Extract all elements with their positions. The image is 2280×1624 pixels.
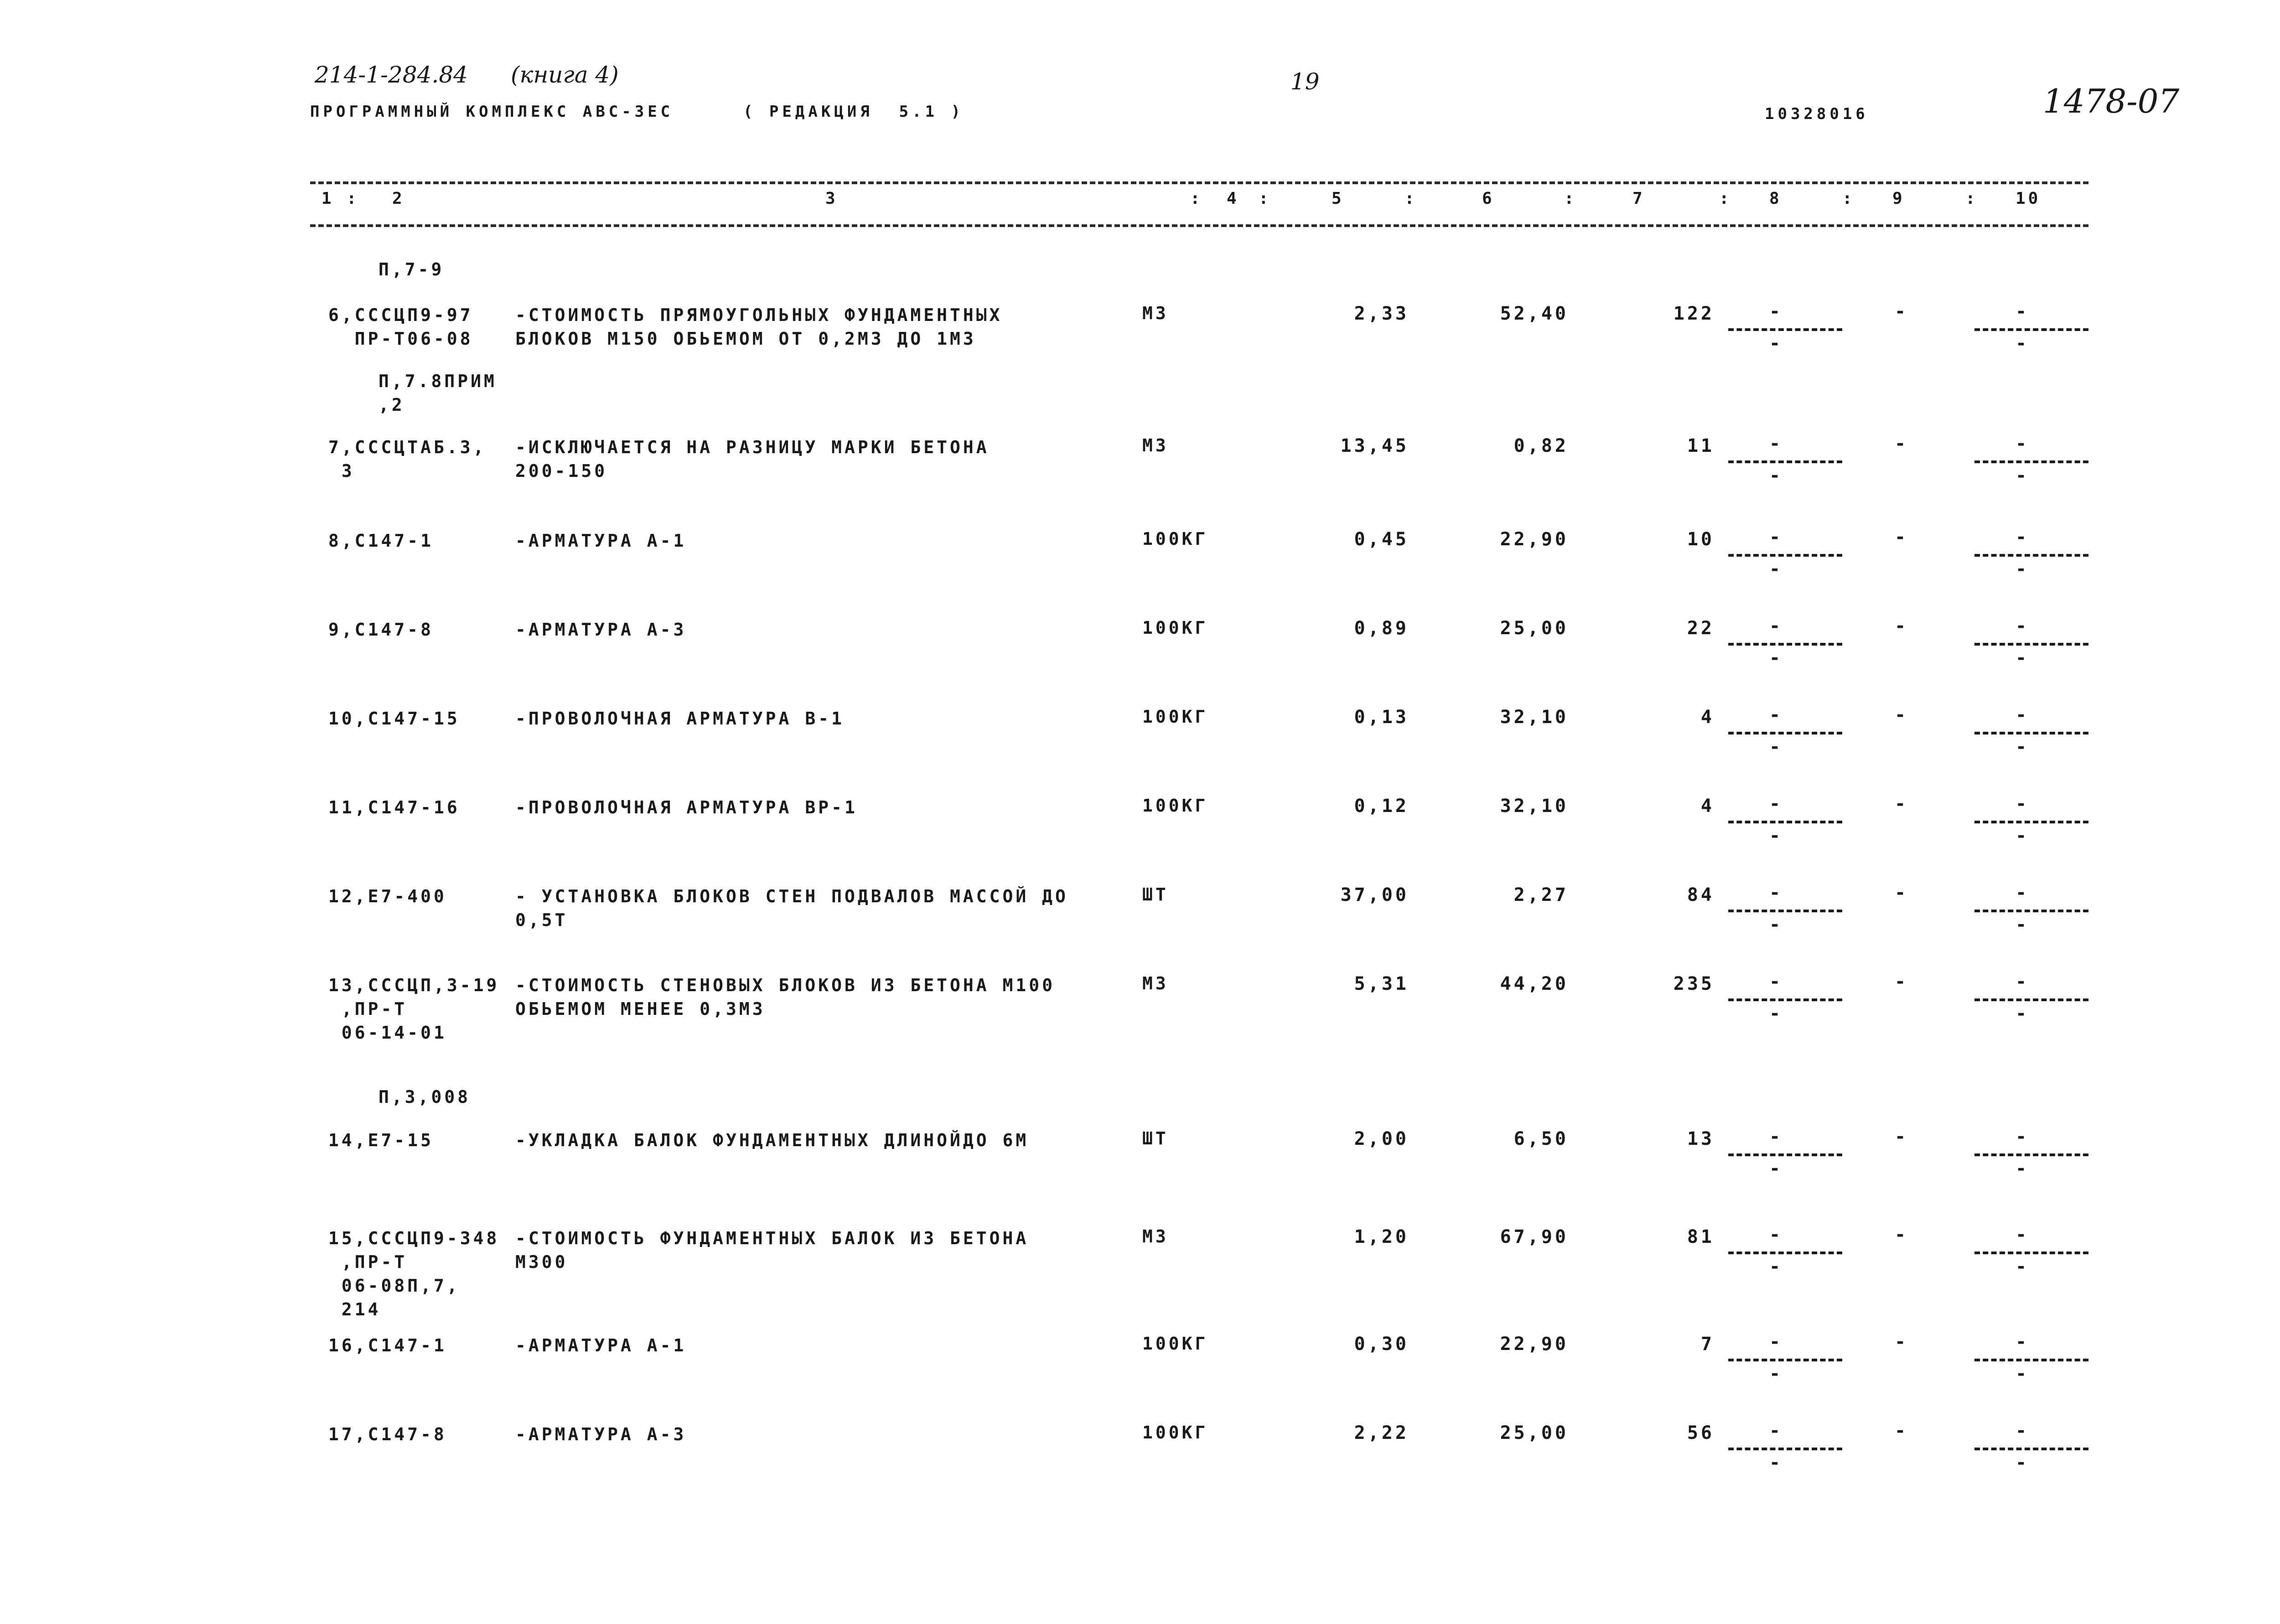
row-unit-price: 25,00 bbox=[1500, 618, 1569, 639]
col-10-separator bbox=[1974, 998, 2088, 1001]
row-unit-price: 22,90 bbox=[1500, 529, 1569, 550]
row-quantity: 0,30 bbox=[1354, 1334, 1409, 1355]
row-unit-price: 44,20 bbox=[1500, 973, 1569, 994]
row-description: -УКЛАДКА БАЛОК ФУНДАМЕНТНЫХ ДЛИНОЙДО 6М bbox=[515, 1130, 1029, 1150]
row-quantity: 0,12 bbox=[1354, 796, 1409, 817]
header-separators: : bbox=[347, 189, 357, 208]
col-9-header: 9 bbox=[1892, 189, 1905, 208]
row-total: 22 bbox=[1687, 618, 1715, 639]
row-unit: М3 bbox=[1142, 303, 1169, 323]
row-quantity: 2,22 bbox=[1354, 1422, 1409, 1443]
col-10-dash-lower: - bbox=[2016, 333, 2027, 354]
col-8-dash-lower: - bbox=[1769, 1363, 1781, 1384]
row-description: -СТОИМОСТЬ ПРЯМОУГОЛЬНЫХ ФУНДАМЕНТНЫХ БЛОКОВ М150 ОБЬЕМОМ ОТ 0,2М3 ДО 1М3 bbox=[515, 305, 1003, 349]
col-8-dash: - bbox=[1769, 882, 1781, 903]
col-10-dash: - bbox=[2016, 1420, 2027, 1441]
row-unit: 100КГ bbox=[1142, 529, 1208, 549]
row-code: 17,С147-8 bbox=[328, 1424, 447, 1444]
page-number: 19 bbox=[1290, 68, 1320, 95]
row-code: П,7-9 bbox=[378, 259, 445, 279]
col-10-separator bbox=[1974, 328, 2088, 331]
row-code: П,7.8ПРИМ ,2 bbox=[378, 371, 497, 415]
col-9-dash: - bbox=[1895, 704, 1906, 725]
col-8-separator bbox=[1728, 1153, 1842, 1156]
row-description: - УСТАНОВКА БЛОКОВ СТЕН ПОДВАЛОВ МАССОЙ ДО 0,5Т bbox=[515, 886, 1068, 930]
col-8-separator bbox=[1728, 821, 1842, 823]
col-8-dash: - bbox=[1769, 793, 1781, 814]
row-unit: М3 bbox=[1142, 973, 1169, 993]
col-10-dash-lower: - bbox=[2016, 1158, 2027, 1179]
header-separator: : bbox=[1259, 189, 1269, 208]
col-9-dash: - bbox=[1895, 971, 1906, 992]
row-code: 12,Е7-400 bbox=[328, 886, 447, 906]
header-separator: : bbox=[1842, 189, 1852, 208]
row-description: -ИСКЛЮЧАЕТСЯ НА РАЗНИЦУ МАРКИ БЕТОНА 200-150 bbox=[515, 437, 990, 481]
col-10-separator bbox=[1974, 910, 2088, 912]
col-10-dash: - bbox=[2016, 527, 2027, 548]
col-8-separator bbox=[1728, 998, 1842, 1001]
col-5-header: 5 bbox=[1332, 189, 1344, 208]
col-10-separator bbox=[1974, 732, 2088, 734]
col-10-separator bbox=[1974, 1448, 2088, 1450]
col-10-separator bbox=[1974, 1252, 2088, 1254]
col-3-header: 3 bbox=[825, 189, 838, 208]
row-total: 122 bbox=[1673, 303, 1715, 324]
row-quantity: 5,31 bbox=[1354, 973, 1409, 994]
program-title: ПРОГРАММНЫЙ КОМПЛЕКС АВС-3ЕС bbox=[310, 103, 674, 121]
row-quantity: 2,33 bbox=[1354, 303, 1409, 324]
row-unit-price: 2,27 bbox=[1513, 884, 1569, 905]
row-unit: М3 bbox=[1142, 1226, 1169, 1246]
col-8-dash: - bbox=[1769, 704, 1781, 725]
col-9-dash: - bbox=[1895, 301, 1906, 322]
col-10-header: 10 bbox=[2016, 189, 2041, 208]
row-code: 9,С147-8 bbox=[328, 620, 434, 640]
col-8-dash-lower: - bbox=[1769, 736, 1781, 757]
row-code: П,3,008 bbox=[378, 1087, 471, 1107]
col-9-dash: - bbox=[1895, 882, 1906, 903]
row-code: 15,СССЦП9-348 ,ПР-Т 06-08П,7, 214 bbox=[328, 1228, 500, 1319]
row-unit: 100КГ bbox=[1142, 796, 1208, 816]
col-10-dash: - bbox=[2016, 1331, 2027, 1352]
col-1-header: 1 bbox=[321, 189, 334, 208]
col-8-dash-lower: - bbox=[1769, 1003, 1781, 1024]
header-separator: : bbox=[1564, 189, 1574, 208]
row-total: 13 bbox=[1687, 1128, 1715, 1149]
row-code: 6,СССЦП9-97 ПР-Т06-08 bbox=[328, 305, 473, 349]
row-total: 81 bbox=[1687, 1226, 1715, 1247]
row-total: 4 bbox=[1700, 707, 1715, 728]
col-8-dash: - bbox=[1769, 1331, 1781, 1352]
col-8-dash-lower: - bbox=[1769, 1158, 1781, 1179]
col-10-dash-lower: - bbox=[2016, 1003, 2027, 1024]
col-10-separator bbox=[1974, 554, 2088, 557]
col-10-dash-lower: - bbox=[2016, 647, 2027, 668]
col-10-dash: - bbox=[2016, 615, 2027, 636]
col-8-dash-lower: - bbox=[1769, 559, 1781, 579]
header-separator: : bbox=[1719, 189, 1729, 208]
row-description: -АРМАТУРА А-1 bbox=[515, 531, 687, 551]
row-description: -АРМАТУРА А-3 bbox=[515, 1424, 687, 1444]
header-separator: : bbox=[1965, 189, 1975, 208]
col-8-dash-lower: - bbox=[1769, 914, 1781, 935]
doc-code: 214-1-284.84 bbox=[315, 62, 468, 88]
col-8-dash: - bbox=[1769, 433, 1781, 454]
col-8-separator bbox=[1728, 643, 1842, 646]
col-10-dash-lower: - bbox=[2016, 1256, 2027, 1277]
col-8-dash: - bbox=[1769, 615, 1781, 636]
row-unit: ШТ bbox=[1142, 884, 1169, 905]
col-10-dash: - bbox=[2016, 793, 2027, 814]
col-8-dash-lower: - bbox=[1769, 825, 1781, 846]
col-10-dash: - bbox=[2016, 971, 2027, 992]
col-8-separator bbox=[1728, 1359, 1842, 1361]
row-quantity: 0,45 bbox=[1354, 529, 1409, 550]
serial-number: 10328016 bbox=[1765, 105, 1869, 123]
col-4-header: 4 bbox=[1227, 189, 1239, 208]
col-2-header: 2 bbox=[392, 189, 405, 208]
col-10-dash-lower: - bbox=[2016, 559, 2027, 579]
col-7-header: 7 bbox=[1632, 189, 1645, 208]
row-code: 8,С147-1 bbox=[328, 531, 434, 551]
row-description: -АРМАТУРА А-1 bbox=[515, 1335, 687, 1355]
col-8-separator bbox=[1728, 1252, 1842, 1254]
row-description: -ПРОВОЛОЧНАЯ АРМАТУРА В-1 bbox=[515, 709, 845, 729]
col-8-dash: - bbox=[1769, 1224, 1781, 1245]
col-10-separator bbox=[1974, 643, 2088, 646]
col-9-dash: - bbox=[1895, 527, 1906, 548]
col-10-dash-lower: - bbox=[2016, 825, 2027, 846]
col-8-dash: - bbox=[1769, 527, 1781, 548]
col-8-dash: - bbox=[1769, 301, 1781, 322]
row-unit-price: 6,50 bbox=[1513, 1128, 1569, 1149]
row-quantity: 13,45 bbox=[1340, 435, 1409, 456]
row-total: 235 bbox=[1673, 973, 1715, 994]
row-unit-price: 67,90 bbox=[1500, 1226, 1569, 1247]
col-8-separator bbox=[1728, 460, 1842, 463]
row-quantity: 0,13 bbox=[1354, 707, 1409, 728]
row-unit-price: 25,00 bbox=[1500, 1422, 1569, 1443]
col-10-dash-lower: - bbox=[2016, 1452, 2027, 1473]
row-quantity: 37,00 bbox=[1340, 884, 1409, 905]
col-9-dash: - bbox=[1895, 1126, 1906, 1147]
col-8-dash-lower: - bbox=[1769, 1256, 1781, 1277]
col-9-dash: - bbox=[1895, 1420, 1906, 1441]
row-description: -АРМАТУРА А-3 bbox=[515, 620, 687, 640]
col-8-separator bbox=[1728, 1448, 1842, 1450]
col-10-dash-lower: - bbox=[2016, 736, 2027, 757]
row-quantity: 2,00 bbox=[1354, 1128, 1409, 1149]
row-unit: 100КГ bbox=[1142, 707, 1208, 727]
col-8-dash-lower: - bbox=[1769, 647, 1781, 668]
col-10-dash: - bbox=[2016, 1224, 2027, 1245]
col-10-dash-lower: - bbox=[2016, 914, 2027, 935]
row-code: 13,СССЦП,3-19 ,ПР-Т 06-14-01 bbox=[328, 975, 500, 1043]
row-quantity: 0,89 bbox=[1354, 618, 1409, 639]
row-total: 10 bbox=[1687, 529, 1715, 550]
row-unit: 100КГ bbox=[1142, 1334, 1208, 1354]
col-8-separator bbox=[1728, 554, 1842, 557]
row-description: -СТОИМОСТЬ СТЕНОВЫХ БЛОКОВ ИЗ БЕТОНА М100 ОБЬЕМОМ МЕНЕЕ 0,3М3 bbox=[515, 975, 1055, 1019]
col-8-dash-lower: - bbox=[1769, 1452, 1781, 1473]
row-total: 56 bbox=[1687, 1422, 1715, 1443]
col-9-dash: - bbox=[1895, 1224, 1906, 1245]
row-total: 4 bbox=[1700, 796, 1715, 817]
col-10-dash: - bbox=[2016, 1126, 2027, 1147]
book-label: (книга 4) bbox=[511, 62, 619, 88]
row-code: 10,С147-15 bbox=[328, 709, 460, 729]
col-10-dash-lower: - bbox=[2016, 1363, 2027, 1384]
col-10-separator bbox=[1974, 460, 2088, 463]
row-quantity: 1,20 bbox=[1354, 1226, 1409, 1247]
col-10-dash: - bbox=[2016, 433, 2027, 454]
stamp-number: 1478-07 bbox=[2043, 82, 2180, 120]
header-separator: : bbox=[1190, 189, 1200, 208]
row-code: 16,С147-1 bbox=[328, 1335, 447, 1355]
row-total: 84 bbox=[1687, 884, 1715, 905]
row-unit: М3 bbox=[1142, 435, 1169, 455]
row-code: 11,С147-16 bbox=[328, 797, 460, 817]
row-unit-price: 32,10 bbox=[1500, 796, 1569, 817]
row-code: 7,СССЦТАБ.3, 3 bbox=[328, 437, 487, 481]
row-code: 14,Е7-15 bbox=[328, 1130, 434, 1150]
row-unit: ШТ bbox=[1142, 1128, 1169, 1148]
col-9-dash: - bbox=[1895, 793, 1906, 814]
col-9-dash: - bbox=[1895, 615, 1906, 636]
col-10-separator bbox=[1974, 821, 2088, 823]
row-unit-price: 32,10 bbox=[1500, 707, 1569, 728]
row-unit: 100КГ bbox=[1142, 618, 1208, 638]
col-8-dash-lower: - bbox=[1769, 465, 1781, 486]
table-header-rule bbox=[310, 224, 2088, 227]
col-10-dash: - bbox=[2016, 882, 2027, 903]
table-top-rule bbox=[310, 181, 2088, 184]
col-8-separator bbox=[1728, 328, 1842, 331]
col-8-header: 8 bbox=[1769, 189, 1782, 208]
col-8-dash: - bbox=[1769, 1420, 1781, 1441]
col-10-dash: - bbox=[2016, 704, 2027, 725]
col-10-dash-lower: - bbox=[2016, 465, 2027, 486]
col-10-separator bbox=[1974, 1153, 2088, 1156]
col-8-dash-lower: - bbox=[1769, 333, 1781, 354]
col-9-dash: - bbox=[1895, 433, 1906, 454]
row-description: -СТОИМОСТЬ ФУНДАМЕНТНЫХ БАЛОК ИЗ БЕТОНА М300 bbox=[515, 1228, 1029, 1272]
col-8-separator bbox=[1728, 910, 1842, 912]
row-unit-price: 52,40 bbox=[1500, 303, 1569, 324]
row-unit: 100КГ bbox=[1142, 1422, 1208, 1443]
row-unit-price: 0,82 bbox=[1513, 435, 1569, 456]
row-description: -ПРОВОЛОЧНАЯ АРМАТУРА ВР-1 bbox=[515, 797, 858, 817]
col-10-dash: - bbox=[2016, 301, 2027, 322]
col-8-dash: - bbox=[1769, 971, 1781, 992]
edition-label: ( РЕДАКЦИЯ 5.1 ) bbox=[743, 103, 964, 121]
col-10-separator bbox=[1974, 1359, 2088, 1361]
col-8-dash: - bbox=[1769, 1126, 1781, 1147]
row-unit-price: 22,90 bbox=[1500, 1334, 1569, 1355]
row-total: 7 bbox=[1700, 1334, 1715, 1355]
col-6-header: 6 bbox=[1482, 189, 1495, 208]
header-separator: : bbox=[1404, 189, 1415, 208]
row-total: 11 bbox=[1687, 435, 1715, 456]
col-8-separator bbox=[1728, 732, 1842, 734]
col-9-dash: - bbox=[1895, 1331, 1906, 1352]
